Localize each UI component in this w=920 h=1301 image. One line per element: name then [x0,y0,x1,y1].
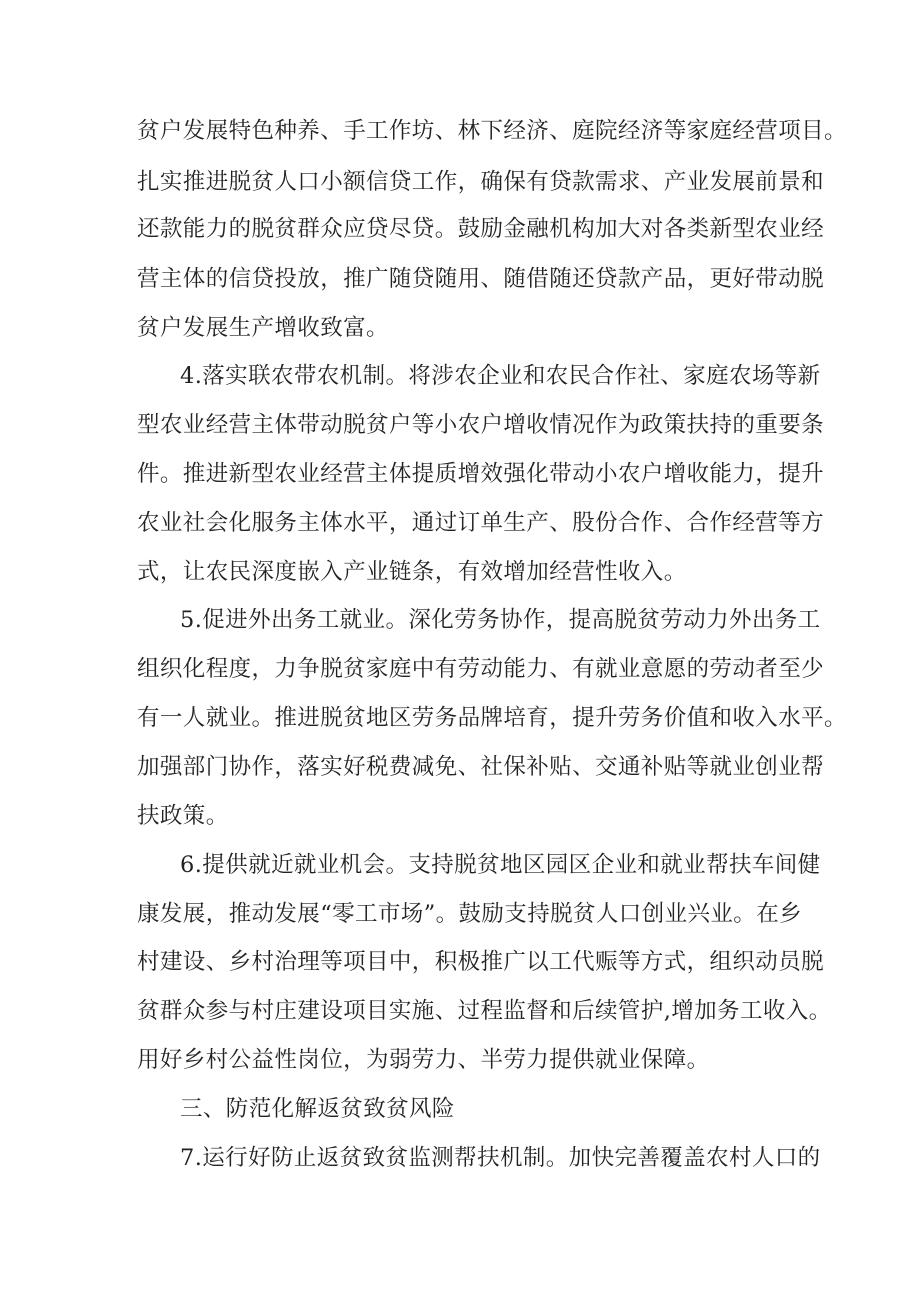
text-line: 件。推进新型农业经营主体提质增效强化带动小农户增收能力，提升 [137,461,825,487]
paragraph-5-heading: 5.促进外出务工就业。深化劳务协作，提高脱贫劳动力外出务工 [180,607,821,633]
text-line: 扎实推进脱贫人口小额信贷工作，确保有贷款需求、产业发展前景和 [137,169,825,195]
text-line: 用好乡村公益性岗位，为弱劳力、半劳力提供就业保障。 [137,1047,710,1073]
text-line: 还款能力的脱贫群众应贷尽贷。鼓励金融机构加大对各类新型农业经 [137,216,825,242]
paragraph-7-heading: 7.运行好防止返贫致贫监测帮扶机制。加快完善覆盖农村人口的 [180,1145,821,1171]
section-heading: 三、防范化解返贫致贫风险 [180,1096,455,1122]
text-line: 组织化程度，力争脱贫家庭中有劳动能力、有就业意愿的劳动者至少 [137,656,825,682]
text-line: 扶政策。 [137,803,229,829]
text-line: 农业社会化服务主体水平，通过订单生产、股份合作、合作经营等方 [137,510,825,536]
text-line: 加强部门协作，落实好税费减免、社保补贴、交通补贴等就业创业帮 [137,754,825,780]
text-line: 贫户发展生产增收致富。 [137,315,389,341]
paragraph-4-heading: 4.落实联农带农机制。将涉农企业和农民合作社、家庭农场等新 [180,363,821,389]
text-line: 村建设、乡村治理等项目中，积极推广以工代赈等方式，组织动员脱 [137,949,825,975]
text-line: 康发展，推动发展“零工市场”。鼓励支持脱贫人口创业兴业。在乡 [137,901,803,927]
text-line: 型农业经营主体带动脱贫户等小农户增收情况作为政策扶持的重要条 [137,412,825,438]
text-line: 营主体的信贷投放，推广随贷随用、随借随还贷款产品，更好带动脱 [137,266,825,292]
text-line: 贫户发展特色种养、手工作坊、林下经济、庭院经济等家庭经营项目。 [137,118,847,144]
text-line: 式，让农民深度嵌入产业链条，有效增加经营性收入。 [137,559,687,585]
text-line: 有一人就业。推进脱贫地区劳务品牌培育，提升劳务价值和收入水平。 [137,705,847,731]
paragraph-6-heading: 6.提供就近就业机会。支持脱贫地区园区企业和就业帮扶车间健 [180,852,821,878]
text-line: 贫群众参与村庄建设项目实施、过程监督和后续管护,增加务工收入。 [137,998,832,1024]
